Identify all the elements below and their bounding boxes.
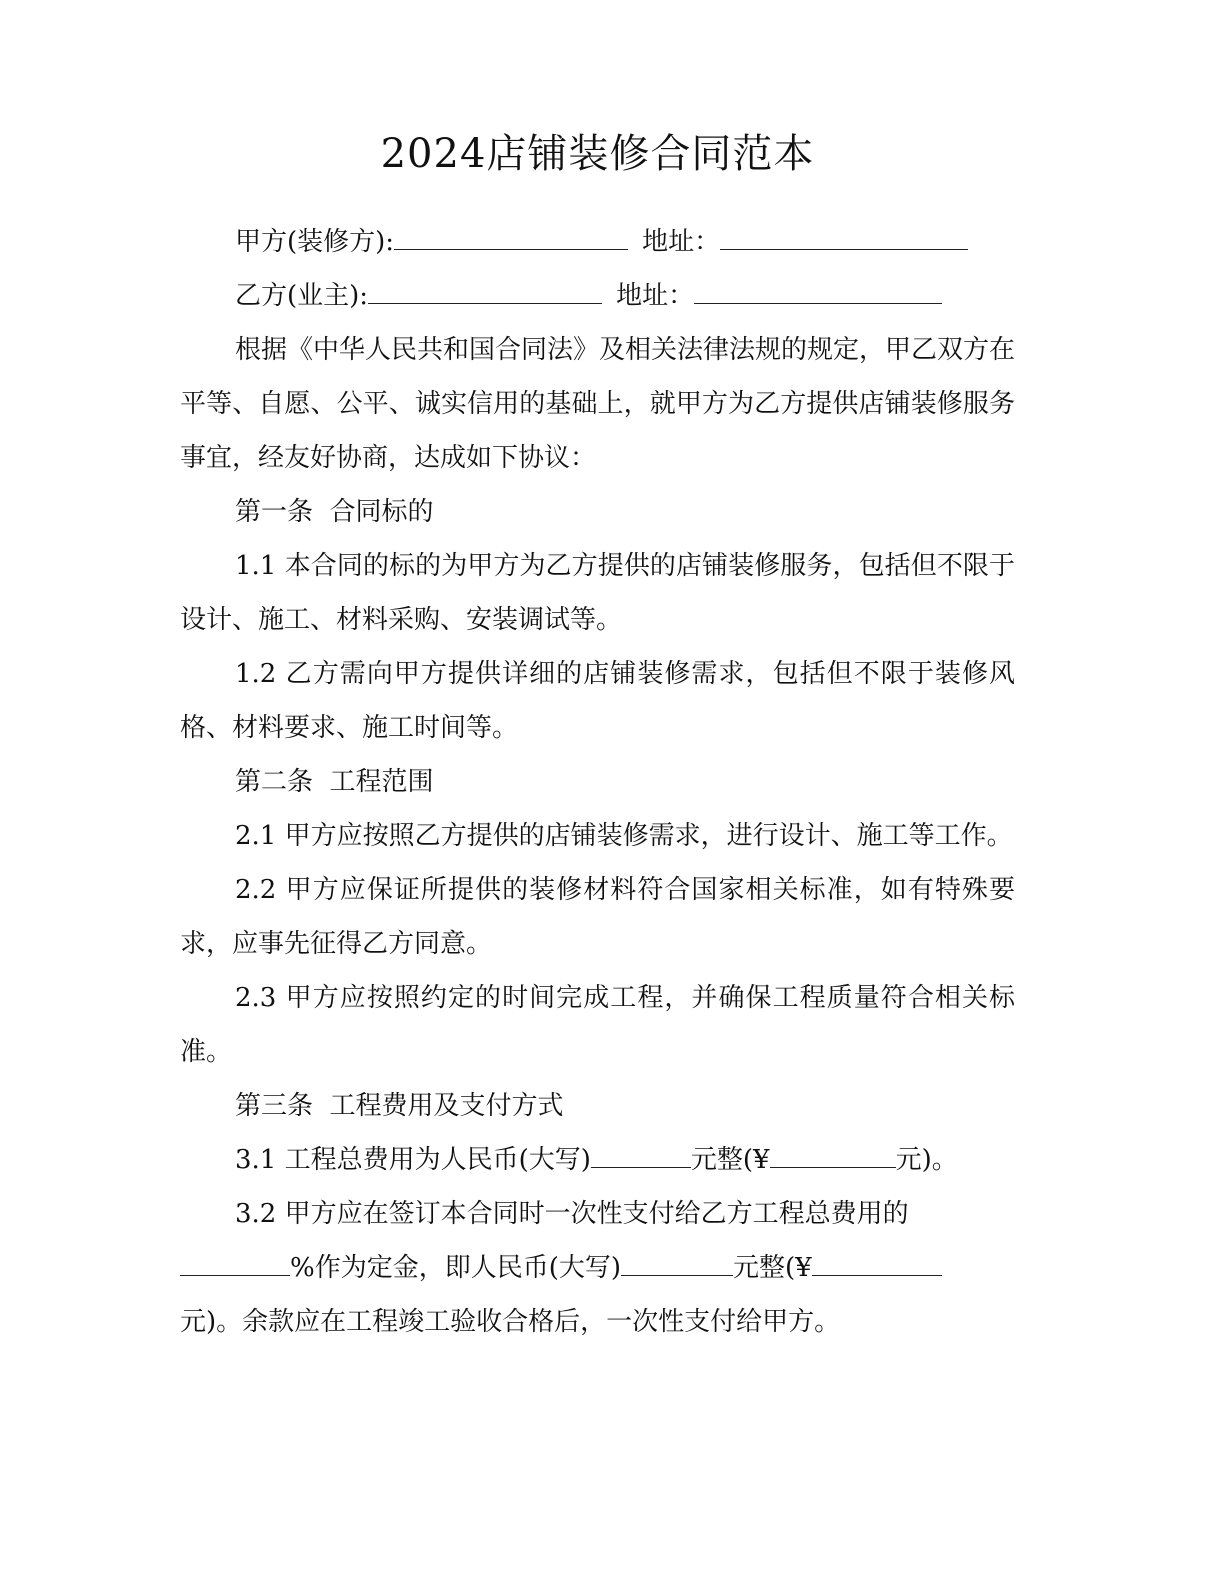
article1-heading: 第一条 合同标的 xyxy=(235,497,434,527)
clause-3-2-text-d: 元)。余款应在工程竣工验收合格后，一次性支付给甲方。 xyxy=(180,1307,841,1337)
clause-3-2 xyxy=(180,1187,1015,1349)
party-b-address-blank xyxy=(694,277,942,304)
party-a-label: 甲方(装修方): xyxy=(235,227,395,257)
party-b-label: 乙方(业主): xyxy=(235,281,369,311)
article3-heading: 第三条 工程费用及支付方式 xyxy=(235,1091,564,1121)
party-b-address-label: 地址： xyxy=(616,281,695,311)
clause-3-2-text-b: %作为定金，即人民币(大写) xyxy=(290,1253,621,1283)
party-a-name-blank xyxy=(394,223,628,250)
clause-2-1: 2.1 甲方应按照乙方提供的店铺装修需求，进行设计、施工等工作。 xyxy=(235,821,1013,851)
document-body xyxy=(180,215,1015,1349)
clause-3-1-text-b: 元整(¥ xyxy=(690,1145,770,1175)
intro-paragraph: 根据《中华人民共和国合同法》及相关法律法规的规定，甲乙双方在平等、自愿、公平、诚实信用的基础上，就甲方为乙方提供店铺装修服务事宜，经友好协商，达成如下协议： xyxy=(180,335,1016,473)
clause-1-1: 1.1 本合同的标的为甲方为乙方提供的店铺装修服务，包括但不限于设计、施工、材料采购、安装调试等。 xyxy=(180,551,1015,635)
clause-3-2-text-c: 元整(¥ xyxy=(733,1253,812,1283)
clause-1-2: 1.2 乙方需向甲方提供详细的店铺装修需求，包括但不限于装修风格、材料要求、施工时间等。 xyxy=(180,659,1015,743)
deposit-words-blank xyxy=(621,1249,733,1276)
party-a-address-blank xyxy=(720,223,968,250)
deposit-number-blank xyxy=(812,1249,942,1276)
article2-heading: 第二条 工程范围 xyxy=(235,767,434,797)
clause-3-1-text-a: 3.1 工程总费用为人民币(大写) xyxy=(235,1145,591,1175)
party-a-line xyxy=(180,215,1015,269)
clause-3-1 xyxy=(180,1133,1015,1187)
party-a-address-label: 地址： xyxy=(642,227,721,257)
deposit-percent-blank xyxy=(180,1249,290,1276)
document-title: 2024店铺装修合同范本 xyxy=(380,131,815,177)
clause-2-3: 2.3 甲方应按照约定的时间完成工程，并确保工程质量符合相关标准。 xyxy=(180,983,1015,1067)
clause-3-1-text-c: 元)。 xyxy=(895,1145,958,1175)
clause-2-2: 2.2 甲方应保证所提供的装修材料符合国家相关标准，如有特殊要求，应事先征得乙方同意。 xyxy=(180,875,1015,959)
party-b-name-blank xyxy=(368,277,602,304)
total-fee-words-blank xyxy=(591,1141,691,1168)
total-fee-number-blank xyxy=(770,1141,896,1168)
clause-3-2-text-a: 3.2 甲方应在签订本合同时一次性支付给乙方工程总费用的 xyxy=(235,1199,909,1229)
party-b-line xyxy=(180,269,1015,323)
